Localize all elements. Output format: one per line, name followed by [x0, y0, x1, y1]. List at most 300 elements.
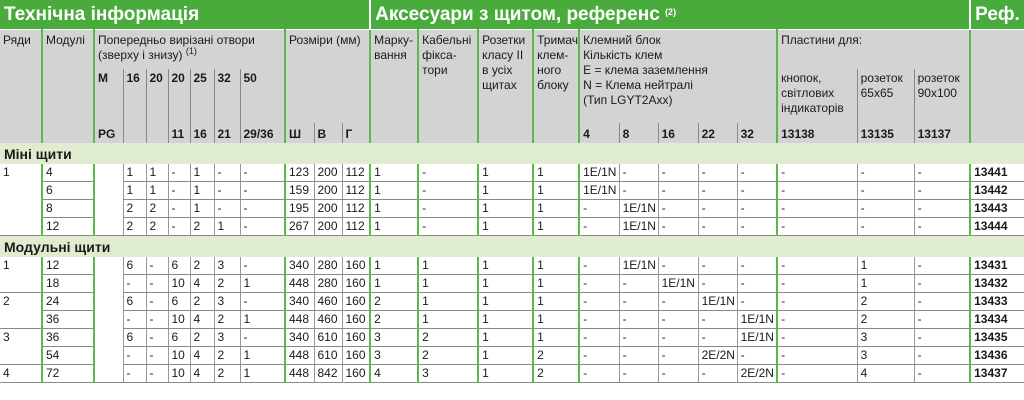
modules-cell: 12: [42, 257, 94, 275]
hole-bottom: [146, 123, 168, 143]
marking-cell: 4: [370, 365, 418, 383]
hole-cell: 6: [168, 257, 190, 275]
terminal-cell: -: [698, 365, 737, 383]
dimension-cell: 123: [285, 164, 314, 182]
terminal-line: Клемний блок: [583, 33, 661, 47]
holder-cell: 1: [533, 275, 579, 293]
hole-cell: 2: [190, 293, 214, 311]
modules-cell: 54: [42, 347, 94, 365]
dimension-cell: 112: [342, 182, 370, 200]
terminal-cell: -: [579, 293, 619, 311]
hole-cell: -: [123, 347, 146, 365]
sockets-cell: 1: [478, 182, 533, 200]
terminal-cell: -: [737, 218, 777, 236]
terminal-cell: -: [698, 164, 737, 182]
ref-cell: 13436: [970, 347, 1024, 365]
m-pg-cell: [94, 257, 123, 383]
dimension-cell: 340: [285, 329, 314, 347]
hole-top: 20: [168, 69, 190, 123]
table-row: [0, 329, 1024, 347]
modules-cell: 36: [42, 329, 94, 347]
hole-cell: 2: [214, 347, 240, 365]
ref-cell: 13444: [970, 218, 1024, 236]
marking-cell: 1: [370, 275, 418, 293]
plate-col-90: розеток 90x100: [914, 69, 970, 123]
dim-width: Ш: [285, 123, 314, 143]
hole-cell: 1: [190, 200, 214, 218]
hole-cell: 2: [146, 218, 168, 236]
plate-cell: -: [914, 218, 970, 236]
hole-cell: 2: [190, 218, 214, 236]
holder-cell: 1: [533, 293, 579, 311]
hole-cell: -: [146, 365, 168, 383]
hole-cell: -: [123, 365, 146, 383]
marking-cell: 1: [370, 164, 418, 182]
terminal-cell: -: [658, 257, 698, 275]
terminal-cell: -: [737, 347, 777, 365]
plate-cell: -: [777, 200, 857, 218]
hole-cell: -: [214, 200, 240, 218]
plate-code: 13138: [777, 123, 857, 143]
table-row: [0, 275, 1024, 293]
sockets-cell: 1: [478, 329, 533, 347]
terminal-col: 16: [658, 123, 698, 143]
terminal-cell: -: [658, 200, 698, 218]
plate-cell: -: [777, 218, 857, 236]
marking-cell: 1: [370, 200, 418, 218]
terminal-cell: 1E/1N: [658, 275, 698, 293]
hole-top: M: [94, 69, 123, 123]
table-row: [0, 218, 1024, 236]
marking-cell: 1: [370, 218, 418, 236]
plate-cell: -: [914, 257, 970, 275]
plate-cell: -: [777, 257, 857, 275]
cable-cell: 1: [418, 257, 478, 275]
dimension-cell: 340: [285, 293, 314, 311]
terminal-cell: -: [698, 311, 737, 329]
dimension-cell: 160: [342, 329, 370, 347]
hole-top: 25: [190, 69, 214, 123]
plate-cell: -: [914, 329, 970, 347]
terminal-cell: -: [698, 257, 737, 275]
terminal-cell: 2E/2N: [737, 365, 777, 383]
hole-cell: 1: [123, 164, 146, 182]
sockets-cell: 1: [478, 347, 533, 365]
ref-header-blank: [970, 30, 1024, 144]
hole-cell: -: [240, 257, 285, 275]
hole-bottom: 21: [214, 123, 240, 143]
terminal-cell: -: [619, 182, 658, 200]
terminal-cell: -: [698, 182, 737, 200]
dimension-cell: 200: [314, 218, 342, 236]
cable-header: Кабельні фікса-тори: [418, 30, 478, 144]
rows-count-cell: 2: [0, 293, 42, 329]
terminal-line: E = клема заземлення: [583, 63, 708, 77]
holder-cell: 2: [533, 365, 579, 383]
holder-cell: 1: [533, 218, 579, 236]
hole-bottom: [123, 123, 146, 143]
hole-bottom: 11: [168, 123, 190, 143]
dimension-cell: 160: [342, 365, 370, 383]
hole-cell: 3: [214, 329, 240, 347]
plate-cell: -: [857, 182, 914, 200]
hole-cell: -: [214, 164, 240, 182]
hole-cell: -: [146, 311, 168, 329]
plate-cell: -: [777, 365, 857, 383]
hole-cell: 10: [168, 311, 190, 329]
dimension-cell: 112: [342, 164, 370, 182]
terminal-cell: -: [658, 311, 698, 329]
marking-cell: 2: [370, 311, 418, 329]
hole-cell: -: [168, 182, 190, 200]
terminal-cell: -: [698, 200, 737, 218]
sockets-cell: 1: [478, 200, 533, 218]
plate-cell: 2: [857, 293, 914, 311]
modules-cell: 12: [42, 218, 94, 236]
plate-code: 13135: [857, 123, 914, 143]
ref-cell: 13443: [970, 200, 1024, 218]
hole-cell: 6: [168, 329, 190, 347]
terminal-line: (Тип LGYT2Axx): [583, 93, 673, 107]
hole-cell: 4: [190, 347, 214, 365]
m-pg-cell: [94, 164, 123, 236]
terminal-cell: -: [619, 293, 658, 311]
ref-cell: 13432: [970, 275, 1024, 293]
marking-cell: 3: [370, 329, 418, 347]
dimension-cell: 448: [285, 275, 314, 293]
dimension-cell: 610: [314, 347, 342, 365]
hole-cell: 1: [240, 311, 285, 329]
plate-cell: -: [914, 365, 970, 383]
terminal-cell: -: [658, 347, 698, 365]
terminal-cell: -: [737, 182, 777, 200]
terminal-col: 4: [579, 123, 619, 143]
terminal-col: 8: [619, 123, 658, 143]
hole-top: 50: [240, 69, 285, 123]
terminal-cell: 1E/1N: [619, 257, 658, 275]
terminal-cell: -: [579, 365, 619, 383]
hole-cell: 6: [123, 257, 146, 275]
rows-count-cell: 3: [0, 329, 42, 365]
terminal-cell: -: [737, 164, 777, 182]
terminal-cell: -: [658, 182, 698, 200]
hole-cell: 6: [123, 293, 146, 311]
plate-col-buttons: кнопок, світлових індикаторів: [777, 69, 857, 123]
terminal-line: N = Клема нейтралі: [583, 78, 693, 92]
terminal-cell: -: [619, 347, 658, 365]
plate-cell: -: [857, 164, 914, 182]
dim-depth: Г: [342, 123, 370, 143]
terminal-cell: 1E/1N: [737, 311, 777, 329]
terminal-cell: -: [619, 164, 658, 182]
dimension-cell: 200: [314, 164, 342, 182]
hole-cell: 3: [214, 293, 240, 311]
hole-cell: 2: [146, 200, 168, 218]
cable-cell: -: [418, 218, 478, 236]
hole-cell: 1: [240, 347, 285, 365]
dimension-cell: 160: [342, 257, 370, 275]
modules-cell: 72: [42, 365, 94, 383]
terminal-cell: -: [579, 347, 619, 365]
sockets-header: Розетки класу II в усіх щитах: [478, 30, 533, 144]
cable-cell: 1: [418, 275, 478, 293]
sockets-cell: 1: [478, 164, 533, 182]
dimension-cell: 195: [285, 200, 314, 218]
hole-cell: -: [146, 329, 168, 347]
dimension-cell: 448: [285, 347, 314, 365]
hole-cell: 2: [214, 365, 240, 383]
marking-cell: 2: [370, 293, 418, 311]
rows-count-cell: 1: [0, 257, 42, 293]
plate-cell: -: [914, 293, 970, 311]
terminal-col: 22: [698, 123, 737, 143]
tech-info-heading: [0, 0, 370, 30]
plate-cell: -: [857, 200, 914, 218]
sockets-cell: 1: [478, 218, 533, 236]
hole-cell: -: [240, 293, 285, 311]
hole-cell: -: [123, 311, 146, 329]
hole-cell: 6: [168, 293, 190, 311]
table-row: [0, 257, 1024, 275]
terminal-col: 32: [737, 123, 777, 143]
cable-cell: 1: [418, 311, 478, 329]
terminal-cell: -: [737, 293, 777, 311]
hole-cell: 1: [146, 182, 168, 200]
dim-height: В: [314, 123, 342, 143]
hole-cell: 10: [168, 275, 190, 293]
dimension-cell: 200: [314, 182, 342, 200]
hole-cell: 3: [214, 257, 240, 275]
dimension-cell: 200: [314, 200, 342, 218]
plate-cell: -: [777, 311, 857, 329]
dimension-cell: 448: [285, 365, 314, 383]
plate-code: 13137: [914, 123, 970, 143]
hole-top: 20: [146, 69, 168, 123]
marking-cell: 3: [370, 347, 418, 365]
section-title: Міні щити: [0, 143, 1024, 164]
plate-cell: 3: [857, 329, 914, 347]
marking-cell: 1: [370, 182, 418, 200]
dimension-cell: 160: [342, 347, 370, 365]
hole-cell: 2: [190, 329, 214, 347]
plate-cell: 3: [857, 347, 914, 365]
dimension-cell: 460: [314, 293, 342, 311]
terminal-cell: 2E/2N: [698, 347, 737, 365]
cable-cell: -: [418, 200, 478, 218]
dimension-cell: 160: [342, 293, 370, 311]
hole-bottom: 16: [190, 123, 214, 143]
holder-cell: 1: [533, 329, 579, 347]
hole-cell: -: [168, 218, 190, 236]
table-row: [0, 182, 1024, 200]
section-row: [0, 236, 1024, 258]
dimension-cell: 460: [314, 311, 342, 329]
hole-cell: 1: [190, 164, 214, 182]
terminal-cell: -: [579, 257, 619, 275]
terminal-cell: -: [579, 311, 619, 329]
hole-cell: -: [240, 200, 285, 218]
ref-cell: 13433: [970, 293, 1024, 311]
rows-count-cell: 1: [0, 164, 42, 236]
hole-cell: 10: [168, 347, 190, 365]
plate-cell: -: [777, 164, 857, 182]
plate-cell: 1: [857, 275, 914, 293]
dims-header: Розміри (мм): [285, 30, 370, 124]
hole-cell: 1: [123, 182, 146, 200]
section-title: Модульні щити: [0, 236, 1024, 258]
hole-cell: -: [146, 257, 168, 275]
accessories-title: Аксесуари з щитом, референс: [375, 4, 660, 25]
dimension-cell: 160: [342, 311, 370, 329]
terminal-cell: -: [619, 311, 658, 329]
holder-cell: 1: [533, 200, 579, 218]
hole-bottom: 29/36: [240, 123, 285, 143]
plate-cell: -: [914, 311, 970, 329]
table-row: [0, 311, 1024, 329]
dimension-cell: 112: [342, 218, 370, 236]
plate-cell: -: [777, 275, 857, 293]
plate-cell: -: [777, 182, 857, 200]
hole-cell: 10: [168, 365, 190, 383]
dimension-cell: 267: [285, 218, 314, 236]
plate-cell: 4: [857, 365, 914, 383]
sockets-cell: 1: [478, 293, 533, 311]
terminal-cell: -: [737, 200, 777, 218]
plate-cell: -: [857, 218, 914, 236]
rows-header: Ряди: [0, 30, 42, 144]
holes-label: Попередньо вирізані отвори (зверху і знизу): [98, 33, 255, 62]
table-row: [0, 293, 1024, 311]
sockets-cell: 1: [478, 257, 533, 275]
table-row: [0, 365, 1024, 383]
hole-top: 16: [123, 69, 146, 123]
ref-cell: 13442: [970, 182, 1024, 200]
terminal-cell: -: [698, 218, 737, 236]
dimension-cell: 159: [285, 182, 314, 200]
accessories-footnote: (2): [665, 7, 677, 17]
terminal-cell: -: [579, 200, 619, 218]
hole-cell: -: [168, 164, 190, 182]
plate-cell: -: [914, 182, 970, 200]
ref-cell: 13434: [970, 311, 1024, 329]
holes-header: [94, 30, 285, 70]
dimension-cell: 610: [314, 329, 342, 347]
modules-cell: 6: [42, 182, 94, 200]
dimension-cell: 112: [342, 200, 370, 218]
terminal-cell: 1E/1N: [737, 329, 777, 347]
holder-cell: 2: [533, 347, 579, 365]
table-body: [0, 143, 1024, 383]
cable-cell: 1: [418, 293, 478, 311]
hole-cell: -: [240, 218, 285, 236]
terminal-cell: 1E/1N: [579, 164, 619, 182]
modules-cell: 18: [42, 275, 94, 293]
plate-cell: -: [914, 275, 970, 293]
cable-cell: -: [418, 164, 478, 182]
plate-cell: -: [914, 200, 970, 218]
terminal-cell: -: [658, 365, 698, 383]
sockets-cell: 1: [478, 311, 533, 329]
accessories-heading: [370, 0, 970, 30]
plate-col-65: розеток 65x65: [857, 69, 914, 123]
sockets-cell: 1: [478, 365, 533, 383]
holder-cell: 1: [533, 257, 579, 275]
terminal-cell: 1E/1N: [579, 182, 619, 200]
terminal-cell: 1E/1N: [619, 218, 658, 236]
hole-cell: -: [214, 182, 240, 200]
hole-cell: 2: [123, 218, 146, 236]
marking-cell: 1: [370, 257, 418, 275]
holes-footnote: (1): [185, 46, 197, 56]
table-row: [0, 347, 1024, 365]
plate-cell: -: [777, 329, 857, 347]
terminal-cell: 1E/1N: [698, 293, 737, 311]
holder-cell: 1: [533, 182, 579, 200]
terminal-cell: -: [579, 329, 619, 347]
terminal-cell: -: [737, 275, 777, 293]
terminal-cell: -: [658, 329, 698, 347]
modules-header: Модулі: [42, 30, 94, 144]
hole-cell: -: [168, 200, 190, 218]
hole-cell: -: [146, 347, 168, 365]
plate-cell: 2: [857, 311, 914, 329]
cable-cell: 2: [418, 329, 478, 347]
terminal-cell: -: [698, 329, 737, 347]
hole-cell: -: [240, 182, 285, 200]
dimension-cell: 340: [285, 257, 314, 275]
plate-cell: 1: [857, 257, 914, 275]
dimension-cell: 280: [314, 275, 342, 293]
modules-cell: 4: [42, 164, 94, 182]
table-row: [0, 200, 1024, 218]
marking-header: Марку-вання: [370, 30, 418, 144]
holder-cell: 1: [533, 311, 579, 329]
cable-cell: 2: [418, 347, 478, 365]
rows-count-cell: 4: [0, 365, 42, 383]
terminal-cell: -: [579, 218, 619, 236]
hole-cell: -: [240, 164, 285, 182]
modules-cell: 24: [42, 293, 94, 311]
hole-cell: 1: [240, 365, 285, 383]
hole-cell: 2: [214, 275, 240, 293]
terminal-cell: -: [698, 275, 737, 293]
terminal-cell: -: [658, 218, 698, 236]
hole-top: 32: [214, 69, 240, 123]
plate-cell: -: [777, 347, 857, 365]
plates-header: Пластини для:: [777, 30, 970, 70]
terminal-cell: -: [619, 329, 658, 347]
terminal-cell: -: [658, 164, 698, 182]
hole-cell: -: [123, 275, 146, 293]
holder-header: Тримач клем-ного блоку: [533, 30, 579, 144]
hole-cell: 2: [190, 257, 214, 275]
holder-cell: 1: [533, 164, 579, 182]
dimension-cell: 842: [314, 365, 342, 383]
hole-bottom: PG: [94, 123, 123, 143]
modules-cell: 8: [42, 200, 94, 218]
hole-cell: -: [146, 293, 168, 311]
terminal-cell: -: [619, 365, 658, 383]
dimension-cell: 160: [342, 275, 370, 293]
ref-cell: 13441: [970, 164, 1024, 182]
ref-heading: Реф.: [970, 0, 1024, 30]
hole-cell: 1: [240, 275, 285, 293]
terminal-cell: -: [737, 257, 777, 275]
terminal-cell: -: [579, 275, 619, 293]
terminal-cell: 1E/1N: [619, 200, 658, 218]
hole-cell: -: [240, 329, 285, 347]
hole-cell: 1: [214, 218, 240, 236]
